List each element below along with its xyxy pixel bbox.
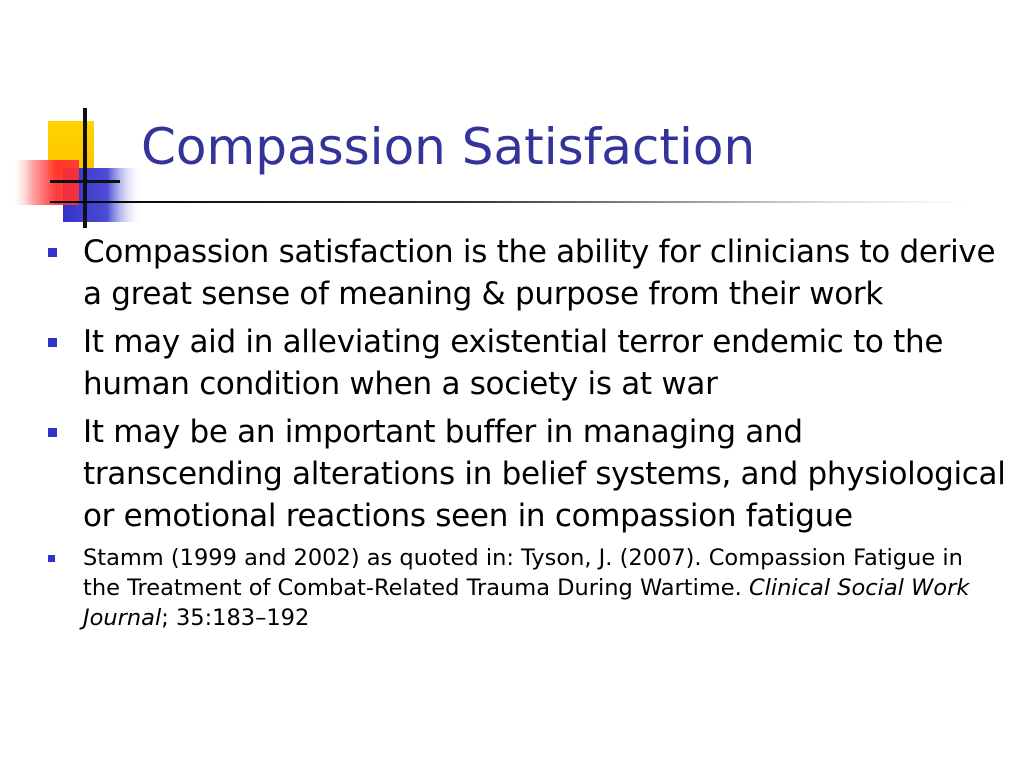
bullet-square-icon bbox=[48, 248, 57, 257]
slide-logo-decoration bbox=[0, 100, 150, 230]
bullet-item bbox=[46, 231, 1006, 315]
reference-journal: Clinical Social Work Journal bbox=[83, 575, 970, 631]
bullet-text: It may aid in alleviating existential terror endemic to the human condition when a society is at war bbox=[83, 324, 944, 402]
reference-text: Stamm (1999 and 2002) as quoted in: Tyson, J. (2007). Compassion Fatigue in the Treatment of Combat-Related Trauma During Wartime. bbox=[83, 545, 963, 601]
reference-item bbox=[46, 543, 1006, 633]
bullet-square-icon bbox=[48, 428, 57, 437]
slide-title: Compassion Satisfaction bbox=[141, 118, 756, 176]
bullet-item bbox=[46, 321, 1006, 405]
bullet-square-icon bbox=[48, 338, 57, 347]
bullet-text: It may be an important buffer in managing and transcending alterations in belief systems, and physiological or emotional reactions seen in compassion fatigue bbox=[83, 414, 1006, 534]
bullet-square-icon bbox=[48, 555, 55, 562]
bullet-text: Compassion satisfaction is the ability for clinicians to derive a great sense of meaning & purpose from their work bbox=[83, 234, 996, 312]
bullet-item bbox=[46, 411, 1006, 537]
reference-suffix: ; 35:183–192 bbox=[161, 605, 310, 631]
title-underline bbox=[50, 201, 970, 203]
bullet-list bbox=[46, 231, 1006, 633]
